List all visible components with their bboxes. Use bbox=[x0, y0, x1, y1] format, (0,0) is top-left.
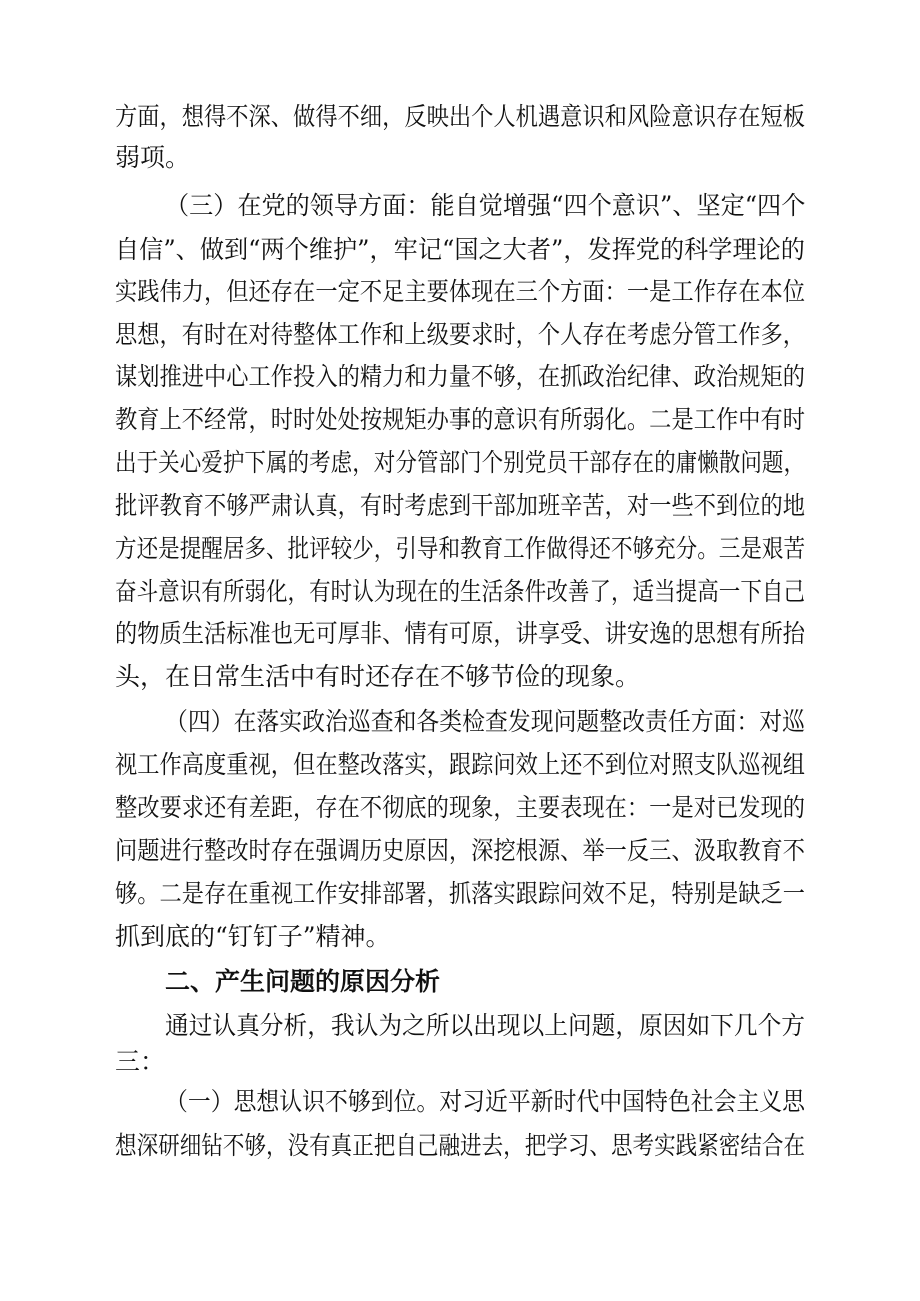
text-line: 的物质生活标准也无可厚非、情有可原，讲享受、讲安逸的思想有所抬 bbox=[115, 619, 805, 648]
text-line: 方面，想得不深、做得不细，反映出个人机遇意识和风险意识存在短板 bbox=[115, 102, 805, 131]
text-line: 整改要求还有差距，存在不彻底的现象，主要表现在：一是对已发现的 bbox=[115, 793, 805, 822]
text-line: 自信”、做到“两个维护”，牢记“国之大者”，发挥党的科学理论的 bbox=[115, 235, 805, 264]
text-line: 教育上不经常，时时处处按规矩办事的意识有所弱化。二是工作中有时 bbox=[115, 405, 805, 434]
text-line: 弱项。 bbox=[115, 143, 191, 172]
text-line: 方还是提醒居多、批评较少，引导和教育工作做得还不够充分。三是艰苦 bbox=[115, 534, 806, 563]
section-heading: 二、产生问题的原因分析 bbox=[165, 967, 441, 996]
text-line: 三： bbox=[115, 1047, 166, 1076]
text-line: 视工作高度重视，但在整改落实，跟踪问效上还不到位对照支队巡视组 bbox=[115, 750, 805, 779]
paragraph-start: （四）在落实政治巡查和各类检查发现问题整改责任方面：对巡 bbox=[165, 707, 806, 736]
text-line: 想深研细钻不够，没有真正把自己融进去，把学习、思考实践紧密结合在 bbox=[115, 1131, 806, 1160]
text-line: 实践伟力，但还存在一定不足主要体现在三个方面：一是工作存在本位 bbox=[115, 277, 805, 306]
text-line: 抓到底的“钉钉子”精神。 bbox=[115, 922, 391, 951]
paragraph-start: 通过认真分析，我认为之所以出现以上问题，原因如下几个方 bbox=[165, 1011, 805, 1040]
paragraph-start: （三）在党的领导方面：能自觉增强“四个意识”、坚定“四个 bbox=[165, 191, 806, 220]
text-line: 够。二是存在重视工作安排部署，抓落实跟踪问效不足，特别是缺乏一 bbox=[115, 879, 805, 908]
text-line: 问题进行整改时存在强调历史原因，深挖根源、举一反三、汲取教育不 bbox=[115, 836, 805, 865]
text-line: 奋斗意识有所弱化，有时认为现在的生活条件改善了，适当提高一下自己 bbox=[115, 577, 806, 606]
text-line: 头，在日常生活中有时还存在不够节俭的现象。 bbox=[115, 662, 641, 691]
paragraph-start: （一）思想认识不够到位。对习近平新时代中国特色社会主义思 bbox=[165, 1087, 806, 1116]
text-line: 思想，有时在对待整体工作和上级要求时，个人存在考虑分管工作多， bbox=[115, 320, 805, 349]
text-line: 谋划推进中心工作投入的精力和力量不够，在抓政治纪律、政治规矩的 bbox=[115, 362, 805, 391]
text-line: 批评教育不够严肃认真，有时考虑到干部加班辛苦，对一些不到位的地 bbox=[115, 491, 805, 520]
text-line: 出于关心爱护下属的考虑，对分管部门个别党员干部存在的庸懒散问题， bbox=[115, 448, 806, 477]
